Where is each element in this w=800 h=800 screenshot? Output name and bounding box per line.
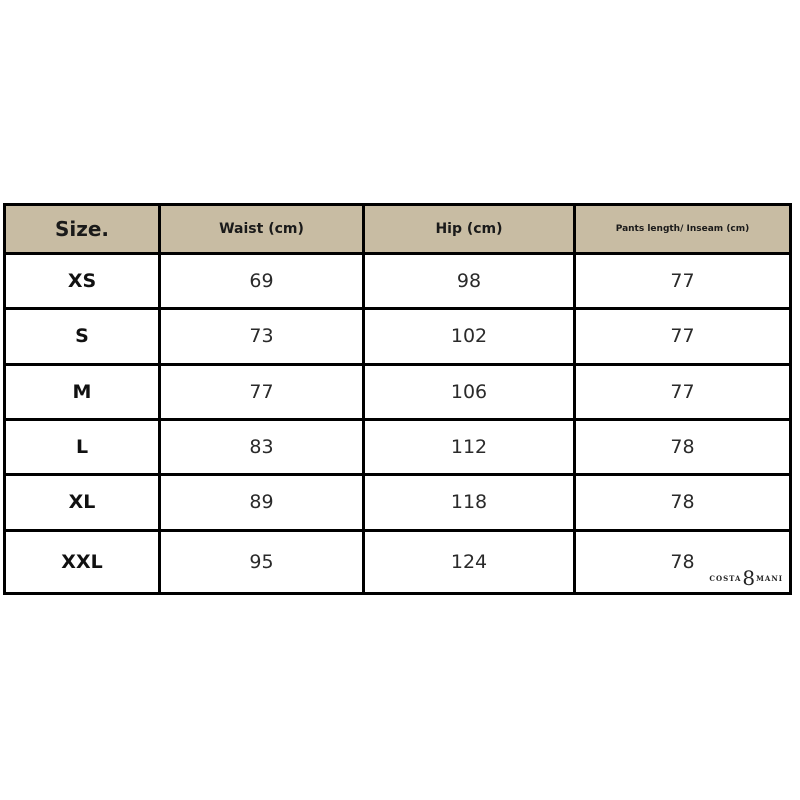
- hip-cell: 118: [364, 475, 575, 530]
- hip-cell: 112: [364, 419, 575, 474]
- length-cell: 77: [575, 254, 791, 309]
- waist-cell: 89: [160, 475, 364, 530]
- table-row: [5, 530, 791, 593]
- brand-logo: [709, 568, 783, 588]
- size-cell: XL: [5, 475, 160, 530]
- size-cell: M: [5, 364, 160, 419]
- length-cell: 78: [575, 419, 791, 474]
- hip-cell: 102: [364, 309, 575, 364]
- header-size: Size.: [5, 205, 160, 254]
- header-row: [5, 205, 791, 254]
- waist-cell: 77: [160, 364, 364, 419]
- header-pants-length: Pants length/ Inseam (cm): [575, 205, 791, 254]
- length-value: 78: [670, 550, 695, 573]
- size-cell: S: [5, 309, 160, 364]
- waist-cell: 95: [160, 530, 364, 593]
- length-cell: 77: [575, 309, 791, 364]
- hip-cell: 98: [364, 254, 575, 309]
- logo-left-word: COSTA: [709, 573, 742, 583]
- table-row: [5, 254, 791, 309]
- size-cell: XS: [5, 254, 160, 309]
- table-row: [5, 364, 791, 419]
- size-chart-table: [3, 203, 792, 595]
- header-hip: Hip (cm): [364, 205, 575, 254]
- table-row: [5, 309, 791, 364]
- size-cell: XXL: [5, 530, 160, 593]
- length-cell: 77: [575, 364, 791, 419]
- logo-right-word: MANI: [756, 573, 783, 583]
- size-cell: L: [5, 419, 160, 474]
- length-cell: 78: [575, 475, 791, 530]
- waist-cell: 73: [160, 309, 364, 364]
- logo-mark: 8: [742, 566, 756, 590]
- length-cell-with-logo: [575, 530, 791, 593]
- hip-cell: 124: [364, 530, 575, 593]
- table-row: [5, 475, 791, 530]
- waist-cell: 83: [160, 419, 364, 474]
- table-row: [5, 419, 791, 474]
- hip-cell: 106: [364, 364, 575, 419]
- header-waist: Waist (cm): [160, 205, 364, 254]
- waist-cell: 69: [160, 254, 364, 309]
